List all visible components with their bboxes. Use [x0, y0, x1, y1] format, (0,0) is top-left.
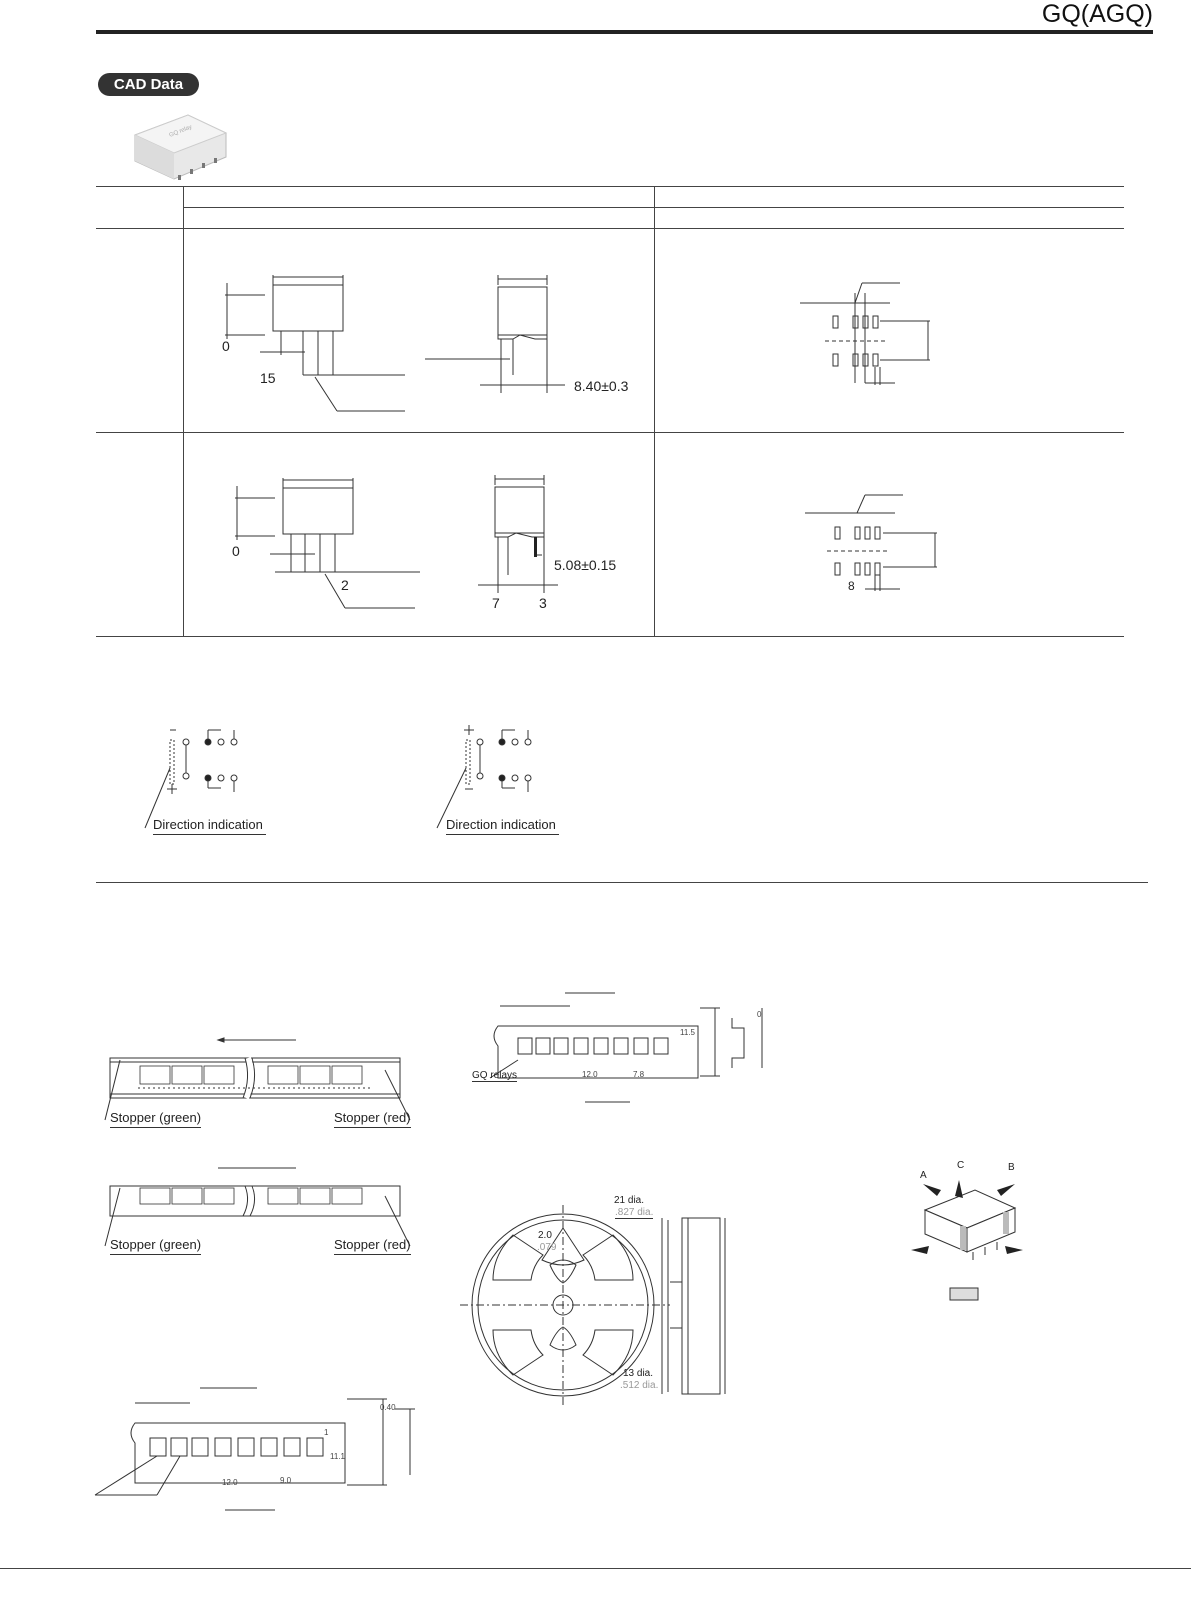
row1-pcb-pattern — [800, 283, 940, 403]
orientation-label-c: C — [957, 1160, 965, 1171]
orientation-drawing — [905, 1170, 1035, 1300]
tape1-dim-0: 0 — [757, 1010, 762, 1019]
tape2-dim-1: 1 — [324, 1428, 329, 1437]
orientation-label-a: A — [920, 1170, 927, 1181]
table-bottom-rule — [96, 636, 1124, 637]
svg-text:GQ relay: GQ relay — [168, 124, 194, 139]
section-divider — [96, 882, 1148, 883]
tape1-gq-relays-label: GQ relays — [472, 1070, 518, 1081]
header-rule — [96, 30, 1153, 34]
tube2-stopper-green: Stopper (green) — [110, 1237, 201, 1255]
row2-dim-2: 2 — [341, 577, 349, 593]
reel-inner-diameter-in: .512 dia. — [620, 1380, 659, 1391]
reel-hub: 2.0 — [538, 1230, 552, 1241]
orientation-label-b: B — [1008, 1162, 1015, 1173]
document-title: GQ(AGQ) — [1041, 0, 1153, 28]
tube2-stopper-red: Stopper (red) — [334, 1237, 411, 1255]
relay-photo — [130, 105, 228, 183]
table-top-rule — [96, 186, 1124, 187]
table-row-rule — [96, 432, 1124, 433]
schematic-left-drawing — [140, 728, 260, 828]
row2-dim-7: 7 — [492, 595, 500, 611]
row2-dim-zero: 0 — [232, 543, 240, 559]
row1-dim-zero: 0 — [222, 338, 230, 354]
table-header-rule — [96, 228, 1124, 229]
tape2-dim-111: 11.1 — [330, 1452, 345, 1461]
direction-indication-right: Direction indication — [446, 817, 559, 835]
cad-data-badge[interactable]: CAD Data — [98, 73, 199, 96]
table-col-divider-2 — [654, 186, 655, 636]
tube1-stopper-red: Stopper (red) — [334, 1110, 411, 1128]
tape-packing-1-drawing — [470, 990, 770, 1110]
row2-pcb-dim: 8 — [848, 579, 855, 593]
direction-indication-left: Direction indication — [153, 817, 266, 835]
row2-side-view-drawing — [478, 475, 608, 605]
row1-dim-15: 15 — [260, 370, 276, 386]
reel-outer-diameter-in: .827 dia. — [615, 1207, 654, 1218]
row1-tolerance: 8.40±0.3 — [574, 378, 629, 394]
reel-drawing — [470, 1210, 740, 1410]
row1-side-view-drawing — [425, 275, 585, 405]
row2-tolerance: 5.08±0.15 — [554, 557, 617, 573]
tape2-dim-120: 12.0 — [222, 1478, 238, 1487]
tape1-dim-115: 11.5 — [680, 1028, 695, 1037]
schematic-right-drawing — [440, 728, 560, 828]
tape2-dim-90: 9.0 — [280, 1476, 292, 1485]
table-col-divider-1 — [183, 186, 184, 636]
row1-front-view-drawing — [225, 275, 415, 415]
row2-pcb-pattern — [805, 495, 945, 605]
row2-front-view-drawing — [235, 478, 425, 618]
row2-dim-3: 3 — [539, 595, 547, 611]
tube1-stopper-green: Stopper (green) — [110, 1110, 201, 1128]
reel-outer-diameter: 21 dia. — [614, 1195, 645, 1206]
tape1-dim-78: 7.8 — [633, 1070, 645, 1079]
reel-inner-diameter: 13 dia. — [623, 1368, 654, 1379]
tape1-dim-12: 12.0 — [582, 1070, 598, 1079]
tape2-dim-040: 0.40 — [380, 1403, 396, 1412]
footer-rule — [0, 1568, 1191, 1569]
reel-hub-in: .079 — [537, 1242, 557, 1253]
